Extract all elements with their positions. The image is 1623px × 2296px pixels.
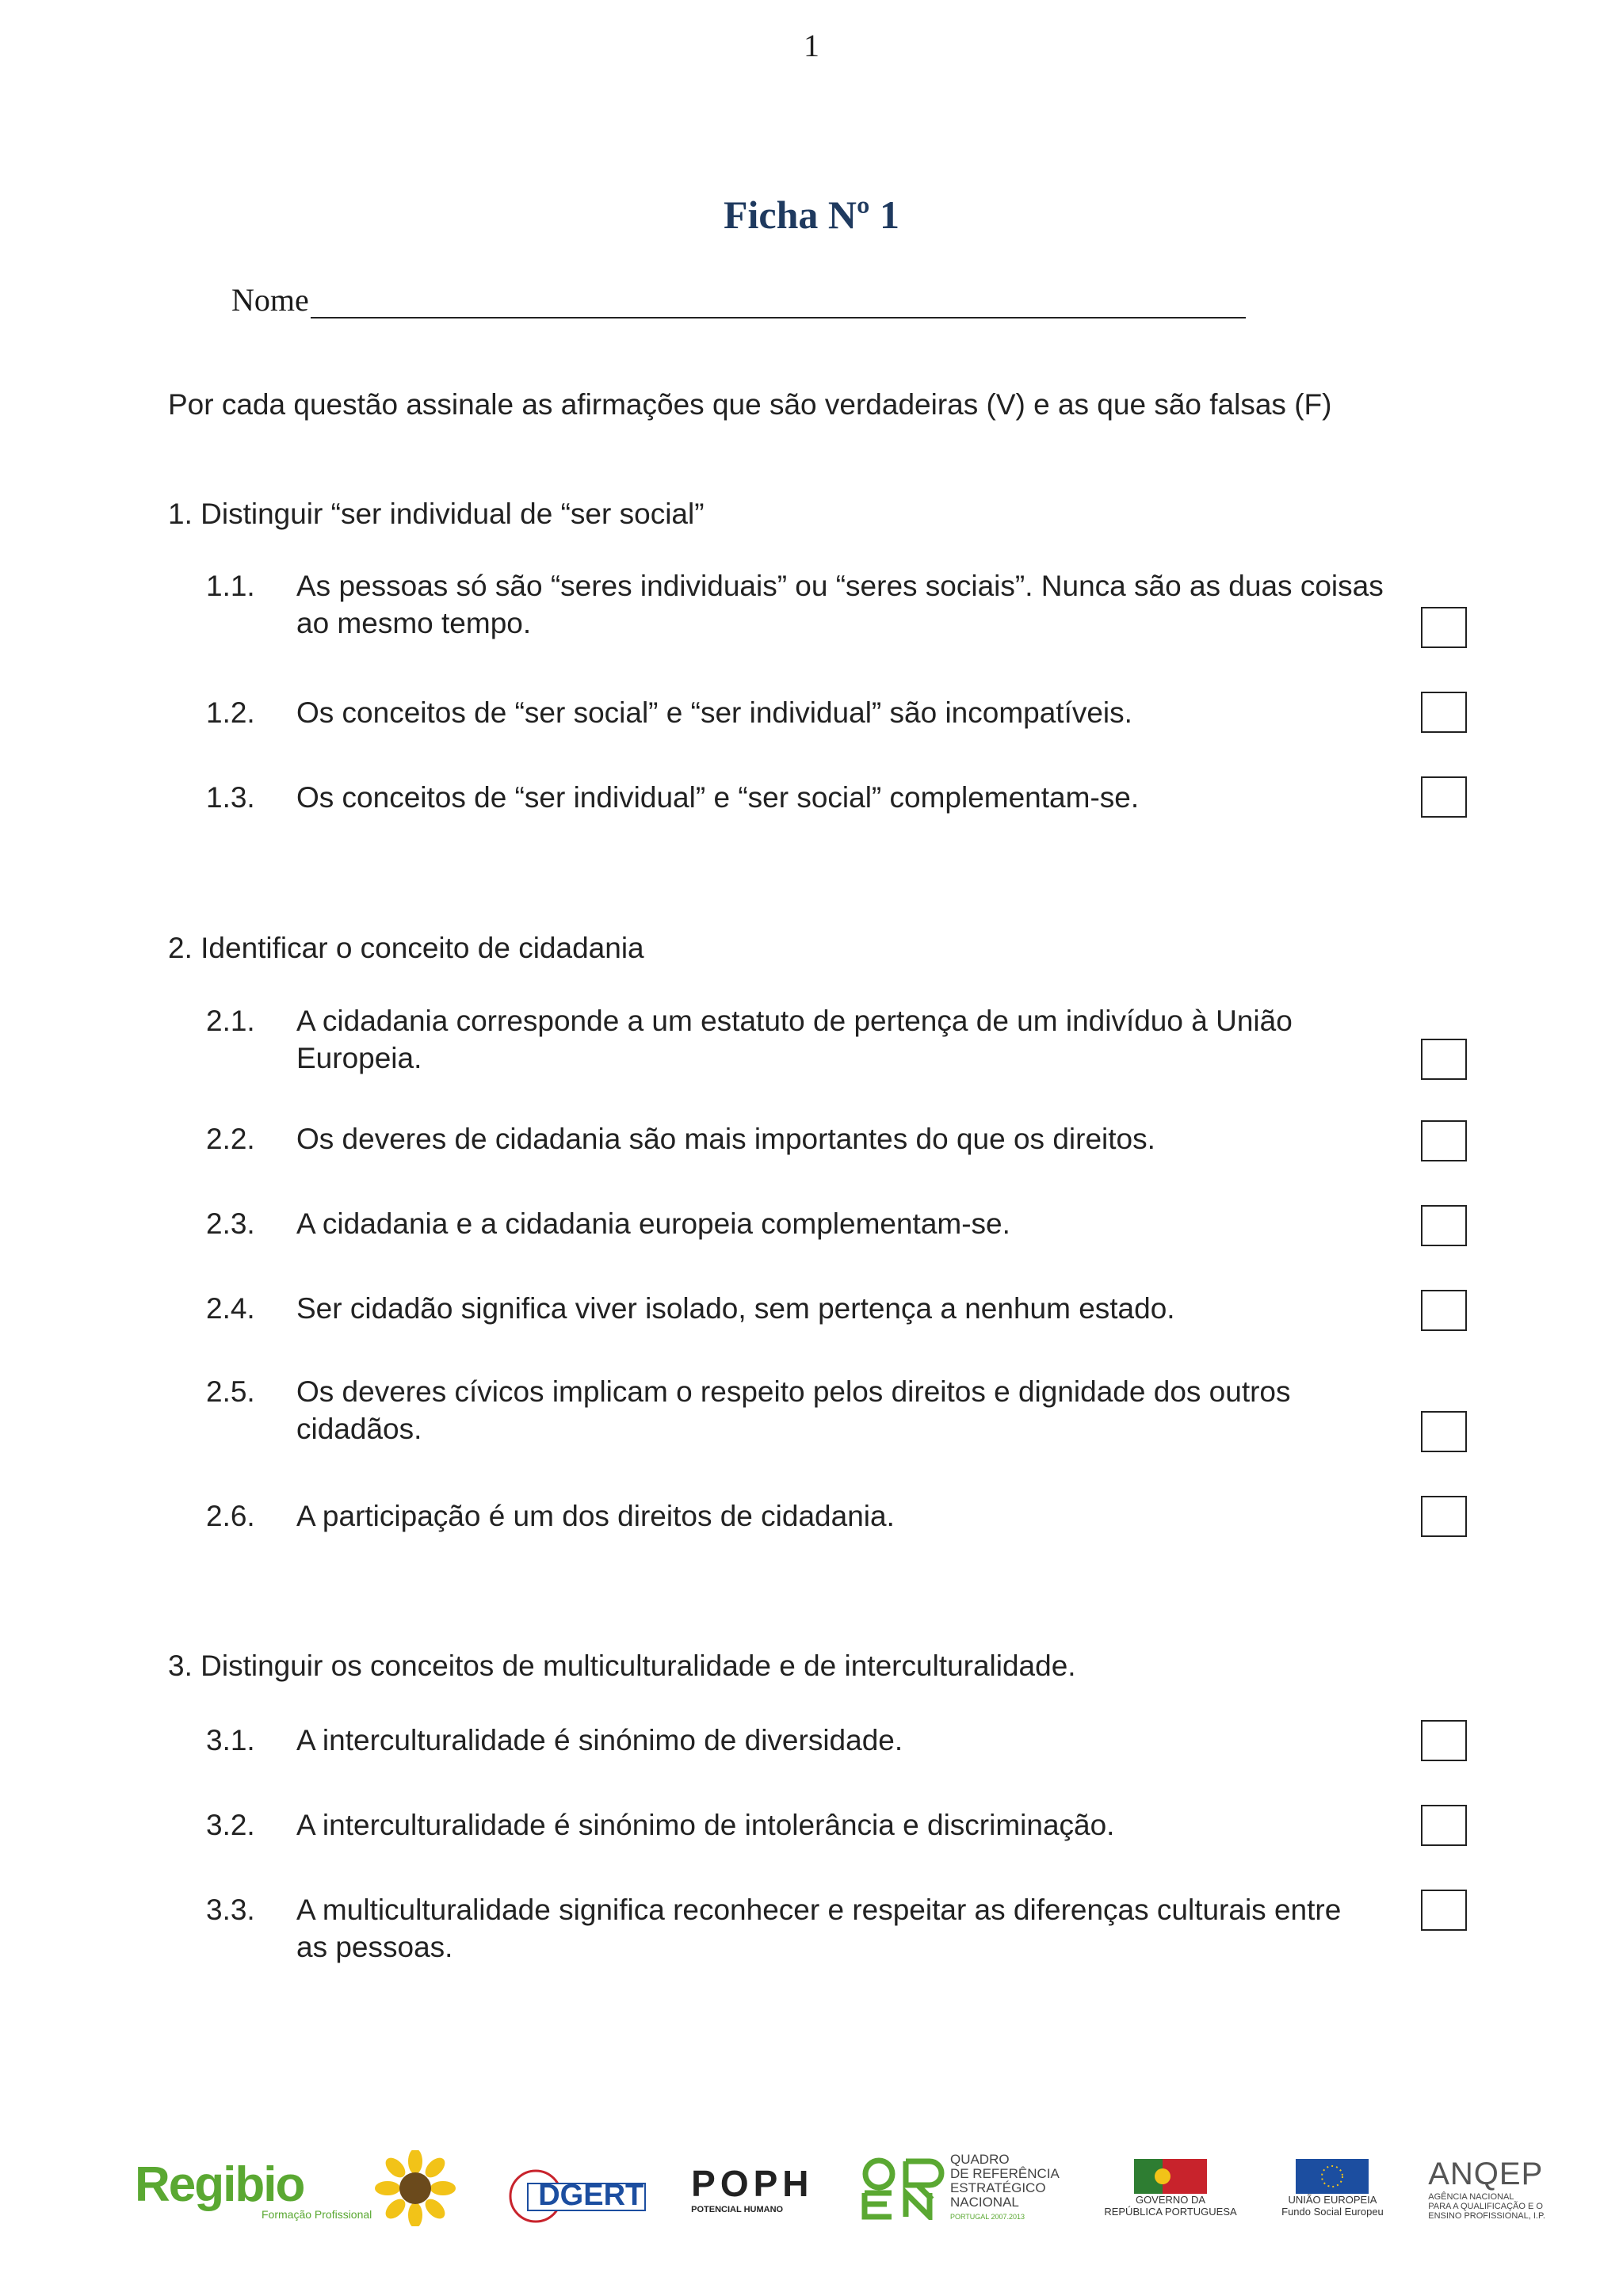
question-text: A cidadania corresponde a um estatuto de pertença de um indivíduo à União Europeia. [296, 1005, 1293, 1074]
question-text: Os deveres cívicos implicam o respeito pelos direitos e dignidade dos outros cidadãos. [296, 1375, 1291, 1445]
answer-checkbox[interactable] [1421, 776, 1467, 818]
question-text: Os deveres de cidadania são mais importantes do que os direitos. [296, 1123, 1155, 1155]
question-text: A multiculturalidade significa reconhecer e respeitar as diferenças culturais entre as pessoas. [296, 1894, 1342, 1963]
question-text: As pessoas só são “seres individuais” ou “seres sociais”. Nunca são as duas coisas ao mesmo tempo. [296, 570, 1384, 639]
section-title: 3. Distinguir os conceitos de multiculturalidade e de interculturalidade. [168, 1650, 1076, 1682]
question-number: 2.5. [206, 1375, 255, 1408]
portugal-flag-icon [1134, 2159, 1207, 2194]
answer-checkbox[interactable] [1421, 1496, 1467, 1537]
question-text: A interculturalidade é sinónimo de diversidade. [296, 1724, 903, 1756]
question-text: A cidadania e a cidadania europeia complementam-se. [296, 1207, 1010, 1240]
eu-logo: UNIÃO EUROPEIA Fundo Social Europeu [1281, 2159, 1384, 2218]
name-row [231, 281, 1246, 318]
poph-name: POPH [691, 2163, 814, 2204]
answer-checkbox[interactable] [1421, 1805, 1467, 1846]
question-number: 2.6. [206, 1500, 255, 1532]
answer-checkbox[interactable] [1421, 1039, 1467, 1080]
regibio-subtitle: Formação Profissional [262, 2207, 372, 2221]
answer-checkbox[interactable] [1421, 1411, 1467, 1452]
question-number: 1.3. [206, 781, 255, 814]
question-text: Ser cidadão significa viver isolado, sem pertença a nenhum estado. [296, 1292, 1175, 1325]
question-number: 3.1. [206, 1724, 255, 1756]
regibio-logo [135, 2150, 459, 2226]
dgert-logo [504, 2164, 647, 2213]
instruction-text: Por cada questão assinale as afirmações que são verdadeiras (V) e as que são falsas (F) [168, 388, 1332, 421]
dgert-name: DGERT [538, 2178, 644, 2212]
answer-checkbox[interactable] [1421, 1120, 1467, 1161]
question-number: 3.2. [206, 1809, 255, 1841]
question-number: 2.1. [206, 1005, 255, 1037]
anqep-logo: ANQEP AGÊNCIA NACIONAL PARA A QUALIFICAÇÃO E O ENSINO PROFISSIONAL, I.P. [1428, 2156, 1545, 2221]
question-text: A interculturalidade é sinónimo de intolerância e discriminação. [296, 1809, 1115, 1841]
name-label: Nome [231, 282, 309, 318]
question-number: 2.2. [206, 1123, 255, 1155]
section-title: 2. Identificar o conceito de cidadania [168, 932, 644, 964]
page-number: 1 [804, 28, 819, 63]
question-number: 1.2. [206, 696, 255, 729]
sunflower-icon [372, 2150, 459, 2226]
poph-logo [691, 2162, 813, 2214]
question-number: 1.1. [206, 570, 255, 602]
question-number: 3.3. [206, 1894, 255, 1926]
answer-checkbox[interactable] [1421, 1290, 1467, 1331]
question-number: 2.4. [206, 1292, 255, 1325]
eu-flag-icon [1296, 2159, 1369, 2194]
answer-checkbox[interactable] [1421, 692, 1467, 733]
name-input-line[interactable] [311, 282, 1246, 318]
page-title: Ficha Nº 1 [723, 193, 900, 237]
answer-checkbox[interactable] [1421, 1890, 1467, 1931]
answer-checkbox[interactable] [1421, 1205, 1467, 1246]
question-text: A participação é um dos direitos de cidadania. [296, 1500, 895, 1532]
government-logo: GOVERNO DA REPÚBLICA PORTUGUESA [1104, 2159, 1236, 2218]
question-number: 2.3. [206, 1207, 255, 1240]
qren-logo: QUADRO DE REFERÊNCIA ESTRATÉGICO NACIONAL PORTUGAL 2007.2013 [858, 2153, 1060, 2224]
answer-checkbox[interactable] [1421, 607, 1467, 648]
answer-checkbox[interactable] [1421, 1720, 1467, 1761]
anqep-name: ANQEP [1428, 2156, 1544, 2191]
regibio-name: Regibio [135, 2157, 304, 2212]
question-text: Os conceitos de “ser individual” e “ser social” complementam-se. [296, 781, 1140, 814]
footer-logos [135, 2149, 1545, 2228]
section-title: 1. Distinguir “ser individual de “ser social” [168, 498, 705, 530]
poph-subtitle: POTENCIAL HUMANO [691, 2205, 784, 2214]
qren-mark-icon [858, 2157, 945, 2220]
question-text: Os conceitos de “ser social” e “ser individual” são incompatíveis. [296, 696, 1132, 729]
